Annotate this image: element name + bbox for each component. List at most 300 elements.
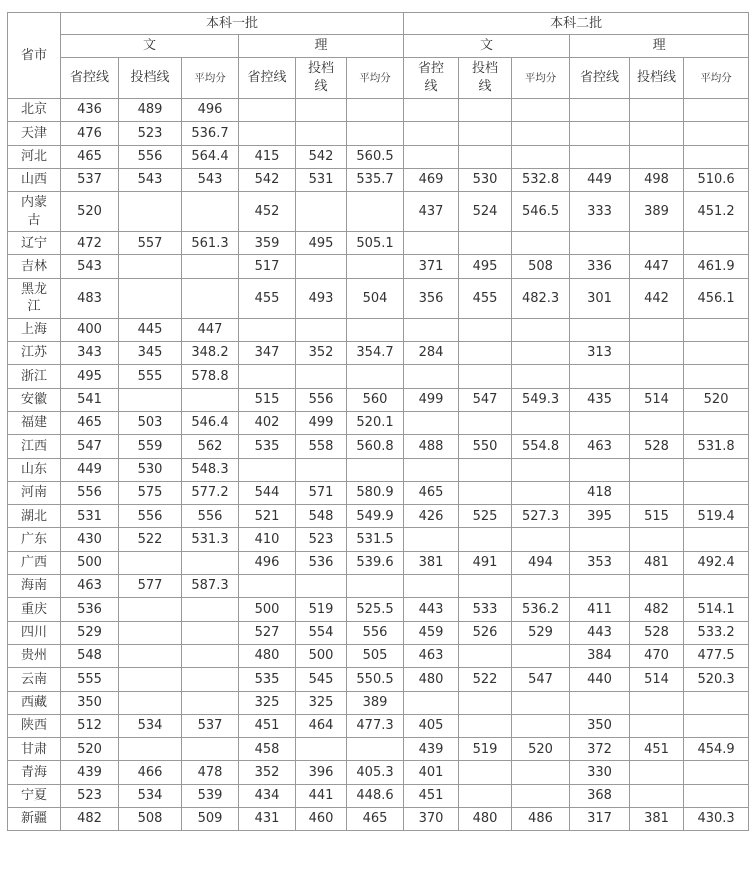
- province-cell: 吉林: [8, 255, 61, 278]
- score-cell: [459, 122, 512, 145]
- score-cell: 461.9: [684, 255, 749, 278]
- score-cell: 547: [512, 668, 570, 691]
- score-cell: 330: [570, 761, 630, 784]
- score-cell: 472: [61, 232, 119, 255]
- score-cell: 426: [404, 505, 459, 528]
- province-cell: 陕西: [8, 714, 61, 737]
- score-cell: 571: [296, 481, 347, 504]
- b2-arts-average-header: 平均分: [512, 58, 570, 99]
- score-cell: [459, 528, 512, 551]
- province-cell: 安徽: [8, 388, 61, 411]
- score-cell: [296, 365, 347, 388]
- score-cell: 317: [570, 808, 630, 831]
- table-row: [8, 192, 749, 232]
- score-cell: [296, 575, 347, 598]
- score-cell: [684, 145, 749, 168]
- batch2-header: 本科二批: [404, 13, 749, 35]
- province-cell: 内蒙 古: [8, 192, 61, 232]
- score-cell: [512, 411, 570, 434]
- b1-arts-filing-line-header: 投档线: [119, 58, 182, 99]
- province-cell: 湖北: [8, 505, 61, 528]
- score-cell: 531: [296, 168, 347, 191]
- score-cell: [459, 342, 512, 365]
- score-cell: [119, 255, 182, 278]
- score-cell: 505: [347, 644, 404, 667]
- score-cell: 482: [61, 808, 119, 831]
- score-cell: 343: [61, 342, 119, 365]
- score-cell: 548.3: [182, 458, 239, 481]
- score-cell: 454.9: [684, 738, 749, 761]
- score-cell: [182, 738, 239, 761]
- score-cell: 483: [61, 278, 119, 318]
- score-cell: 440: [570, 668, 630, 691]
- score-cell: 411: [570, 598, 630, 621]
- score-cell: 531.8: [684, 435, 749, 458]
- table-row: [8, 342, 749, 365]
- score-cell: [684, 122, 749, 145]
- table-row: [8, 481, 749, 504]
- province-cell: 河南: [8, 481, 61, 504]
- score-cell: 526: [459, 621, 512, 644]
- score-cell: [512, 122, 570, 145]
- score-cell: [630, 528, 684, 551]
- score-cell: 466: [119, 761, 182, 784]
- score-cell: 531: [61, 505, 119, 528]
- score-cell: [296, 99, 347, 122]
- score-cell: [459, 761, 512, 784]
- score-cell: [296, 122, 347, 145]
- province-cell: 山西: [8, 168, 61, 191]
- table-row: [8, 714, 749, 737]
- score-cell: 577.2: [182, 481, 239, 504]
- province-cell: 海南: [8, 575, 61, 598]
- score-cell: 496: [239, 551, 296, 574]
- table-row: [8, 528, 749, 551]
- score-cell: 410: [239, 528, 296, 551]
- score-cell: 564.4: [182, 145, 239, 168]
- score-cell: 482.3: [512, 278, 570, 318]
- score-cell: 530: [459, 168, 512, 191]
- score-cell: [684, 784, 749, 807]
- score-cell: [239, 122, 296, 145]
- score-cell: 519: [459, 738, 512, 761]
- table-row: [8, 621, 749, 644]
- score-cell: 430.3: [684, 808, 749, 831]
- province-cell: 江西: [8, 435, 61, 458]
- province-cell: 福建: [8, 411, 61, 434]
- score-cell: [347, 365, 404, 388]
- score-cell: 532.8: [512, 168, 570, 191]
- score-cell: 458: [239, 738, 296, 761]
- score-cell: 549.9: [347, 505, 404, 528]
- score-cell: 575: [119, 481, 182, 504]
- score-cell: [296, 255, 347, 278]
- score-cell: 371: [404, 255, 459, 278]
- score-cell: 549.3: [512, 388, 570, 411]
- score-cell: [404, 145, 459, 168]
- score-cell: 545: [296, 668, 347, 691]
- score-cell: 437: [404, 192, 459, 232]
- score-cell: [630, 714, 684, 737]
- score-cell: [630, 691, 684, 714]
- score-cell: 455: [459, 278, 512, 318]
- score-cell: 402: [239, 411, 296, 434]
- table-row: [8, 691, 749, 714]
- score-cell: 520: [512, 738, 570, 761]
- score-cell: 439: [61, 761, 119, 784]
- score-cell: 548: [296, 505, 347, 528]
- score-cell: 531.5: [347, 528, 404, 551]
- province-cell: 浙江: [8, 365, 61, 388]
- score-cell: 370: [404, 808, 459, 831]
- score-cell: [684, 761, 749, 784]
- score-cell: 536.7: [182, 122, 239, 145]
- score-cell: 418: [570, 481, 630, 504]
- score-cell: 546.5: [512, 192, 570, 232]
- b1-sci-average-header: 平均分: [347, 58, 404, 99]
- score-cell: 489: [119, 99, 182, 122]
- table-row: [8, 505, 749, 528]
- score-cell: [512, 458, 570, 481]
- score-cell: [182, 192, 239, 232]
- score-cell: 499: [296, 411, 347, 434]
- score-cell: [459, 575, 512, 598]
- score-cell: 543: [182, 168, 239, 191]
- score-cell: [459, 318, 512, 341]
- score-cell: 533.2: [684, 621, 749, 644]
- score-cell: 520.3: [684, 668, 749, 691]
- score-cell: 496: [182, 99, 239, 122]
- score-cell: 492.4: [684, 551, 749, 574]
- score-cell: 333: [570, 192, 630, 232]
- score-cell: 536: [296, 551, 347, 574]
- province-cell: 天津: [8, 122, 61, 145]
- score-cell: [459, 232, 512, 255]
- score-cell: 535.7: [347, 168, 404, 191]
- score-cell: [119, 668, 182, 691]
- score-cell: [512, 99, 570, 122]
- score-cell: 559: [119, 435, 182, 458]
- score-cell: 480: [239, 644, 296, 667]
- score-cell: [182, 598, 239, 621]
- score-cell: [404, 232, 459, 255]
- score-cell: 354.7: [347, 342, 404, 365]
- b2-arts-filing-line-header: 投档 线: [459, 58, 512, 99]
- score-cell: 523: [296, 528, 347, 551]
- score-cell: 560: [347, 388, 404, 411]
- score-cell: 350: [61, 691, 119, 714]
- score-cell: 527: [239, 621, 296, 644]
- table-row: [8, 122, 749, 145]
- score-cell: 465: [404, 481, 459, 504]
- score-cell: 476: [61, 122, 119, 145]
- score-cell: [684, 575, 749, 598]
- score-cell: [404, 365, 459, 388]
- score-cell: [239, 575, 296, 598]
- score-cell: 348.2: [182, 342, 239, 365]
- table-row: [8, 145, 749, 168]
- score-cell: 530: [119, 458, 182, 481]
- score-cell: 547: [459, 388, 512, 411]
- province-cell: 青海: [8, 761, 61, 784]
- score-cell: 488: [404, 435, 459, 458]
- score-cell: [570, 528, 630, 551]
- score-cell: 356: [404, 278, 459, 318]
- score-cell: 555: [61, 668, 119, 691]
- score-cell: [684, 342, 749, 365]
- score-cell: [570, 99, 630, 122]
- score-cell: 587.3: [182, 575, 239, 598]
- score-cell: [684, 411, 749, 434]
- score-cell: 477.3: [347, 714, 404, 737]
- score-cell: 514: [630, 388, 684, 411]
- score-cell: 301: [570, 278, 630, 318]
- b2-sci-average-header: 平均分: [684, 58, 749, 99]
- score-cell: 556: [182, 505, 239, 528]
- score-cell: [630, 122, 684, 145]
- score-cell: 445: [119, 318, 182, 341]
- score-cell: 470: [630, 644, 684, 667]
- score-cell: 441: [296, 784, 347, 807]
- score-cell: [119, 691, 182, 714]
- province-cell: 黑龙 江: [8, 278, 61, 318]
- score-cell: 452: [239, 192, 296, 232]
- score-cell: [347, 458, 404, 481]
- score-cell: [570, 145, 630, 168]
- batch1-science-header: 理: [239, 35, 404, 58]
- score-cell: 325: [239, 691, 296, 714]
- score-cell: [459, 481, 512, 504]
- score-cell: 537: [61, 168, 119, 191]
- province-cell: 山东: [8, 458, 61, 481]
- score-cell: [459, 99, 512, 122]
- table-row: [8, 458, 749, 481]
- score-cell: [684, 691, 749, 714]
- score-cell: 447: [630, 255, 684, 278]
- score-cell: 556: [347, 621, 404, 644]
- province-cell: 云南: [8, 668, 61, 691]
- score-cell: [512, 761, 570, 784]
- score-cell: 435: [570, 388, 630, 411]
- score-cell: 493: [296, 278, 347, 318]
- score-cell: [684, 458, 749, 481]
- score-cell: 463: [61, 575, 119, 598]
- score-cell: 345: [119, 342, 182, 365]
- score-cell: 447: [182, 318, 239, 341]
- score-cell: 389: [630, 192, 684, 232]
- score-cell: 442: [630, 278, 684, 318]
- score-cell: 451: [239, 714, 296, 737]
- score-cell: 531.3: [182, 528, 239, 551]
- table-row: [8, 575, 749, 598]
- score-cell: 436: [61, 99, 119, 122]
- score-cell: 434: [239, 784, 296, 807]
- table-row: [8, 598, 749, 621]
- score-cell: [570, 458, 630, 481]
- table-row: [8, 411, 749, 434]
- score-cell: 522: [459, 668, 512, 691]
- score-cell: 439: [404, 738, 459, 761]
- score-cell: 556: [119, 145, 182, 168]
- score-cell: 381: [630, 808, 684, 831]
- score-cell: 482: [630, 598, 684, 621]
- score-cell: [239, 318, 296, 341]
- score-cell: [296, 458, 347, 481]
- score-cell: [459, 411, 512, 434]
- province-cell: 广西: [8, 551, 61, 574]
- score-cell: 512: [61, 714, 119, 737]
- score-cell: 495: [296, 232, 347, 255]
- score-cell: [684, 714, 749, 737]
- b1-sci-control-line-header: 省控线: [239, 58, 296, 99]
- province-cell: 宁夏: [8, 784, 61, 807]
- score-cell: [630, 411, 684, 434]
- score-cell: [404, 318, 459, 341]
- score-cell: 544: [239, 481, 296, 504]
- score-cell: 508: [119, 808, 182, 831]
- score-cell: 514: [630, 668, 684, 691]
- score-cell: 543: [61, 255, 119, 278]
- province-cell: 河北: [8, 145, 61, 168]
- table-row: [8, 232, 749, 255]
- score-cell: 481: [630, 551, 684, 574]
- score-cell: 384: [570, 644, 630, 667]
- table-row: [8, 255, 749, 278]
- score-cell: 522: [119, 528, 182, 551]
- score-cell: [119, 388, 182, 411]
- score-cell: [512, 318, 570, 341]
- score-cell: [182, 691, 239, 714]
- score-cell: [404, 411, 459, 434]
- score-cell: [239, 365, 296, 388]
- score-cell: [404, 122, 459, 145]
- province-cell: 广东: [8, 528, 61, 551]
- score-cell: [684, 318, 749, 341]
- score-cell: 477.5: [684, 644, 749, 667]
- score-cell: [182, 668, 239, 691]
- score-cell: 523: [61, 784, 119, 807]
- b2-sci-filing-line-header: 投档线: [630, 58, 684, 99]
- score-cell: 495: [61, 365, 119, 388]
- score-cell: [512, 232, 570, 255]
- batch1-arts-header: 文: [61, 35, 239, 58]
- score-cell: [684, 481, 749, 504]
- table-row: [8, 168, 749, 191]
- score-cell: 463: [570, 435, 630, 458]
- score-cell: 451: [404, 784, 459, 807]
- score-cell: [630, 458, 684, 481]
- table-row: [8, 435, 749, 458]
- score-cell: 494: [512, 551, 570, 574]
- score-cell: 480: [459, 808, 512, 831]
- table-row: [8, 784, 749, 807]
- score-cell: [239, 458, 296, 481]
- score-cell: 460: [296, 808, 347, 831]
- score-cell: [684, 232, 749, 255]
- score-cell: 527.3: [512, 505, 570, 528]
- b1-arts-control-line-header: 省控线: [61, 58, 119, 99]
- score-cell: [347, 318, 404, 341]
- score-cell: 556: [296, 388, 347, 411]
- score-cell: 524: [459, 192, 512, 232]
- score-cell: 313: [570, 342, 630, 365]
- score-cell: [570, 575, 630, 598]
- score-cell: 405: [404, 714, 459, 737]
- score-cell: [119, 621, 182, 644]
- score-cell: 463: [404, 644, 459, 667]
- score-cell: 284: [404, 342, 459, 365]
- score-cell: 550.5: [347, 668, 404, 691]
- province-cell: 北京: [8, 99, 61, 122]
- score-cell: 368: [570, 784, 630, 807]
- score-cell: 546.4: [182, 411, 239, 434]
- score-cell: 395: [570, 505, 630, 528]
- score-cell: 465: [61, 411, 119, 434]
- score-cell: 580.9: [347, 481, 404, 504]
- score-cell: 547: [61, 435, 119, 458]
- batch2-science-header: 理: [570, 35, 749, 58]
- score-cell: [119, 278, 182, 318]
- batch2-arts-header: 文: [404, 35, 570, 58]
- score-cell: 500: [296, 644, 347, 667]
- score-cell: [347, 122, 404, 145]
- score-cell: [630, 481, 684, 504]
- table-row: [8, 99, 749, 122]
- score-cell: [570, 122, 630, 145]
- score-cell: 528: [630, 621, 684, 644]
- score-cell: 465: [347, 808, 404, 831]
- province-header: 省市: [8, 13, 61, 99]
- score-cell: 415: [239, 145, 296, 168]
- table-row: [8, 738, 749, 761]
- score-cell: 350: [570, 714, 630, 737]
- score-cell: [347, 255, 404, 278]
- score-cell: 500: [61, 551, 119, 574]
- score-cell: 515: [239, 388, 296, 411]
- score-cell: 555: [119, 365, 182, 388]
- score-cell: 430: [61, 528, 119, 551]
- score-cell: 520: [684, 388, 749, 411]
- score-cell: 541: [61, 388, 119, 411]
- score-cell: 449: [570, 168, 630, 191]
- score-cell: [119, 598, 182, 621]
- score-cell: [630, 784, 684, 807]
- score-cell: 443: [404, 598, 459, 621]
- score-cell: 381: [404, 551, 459, 574]
- table-row: [8, 388, 749, 411]
- province-cell: 新疆: [8, 808, 61, 831]
- score-cell: 560.8: [347, 435, 404, 458]
- score-cell: [570, 365, 630, 388]
- score-cell: 558: [296, 435, 347, 458]
- province-cell: 西藏: [8, 691, 61, 714]
- score-cell: 562: [182, 435, 239, 458]
- score-cell: 352: [296, 342, 347, 365]
- score-cell: 347: [239, 342, 296, 365]
- score-cell: 529: [512, 621, 570, 644]
- score-cell: [404, 528, 459, 551]
- score-cell: [459, 714, 512, 737]
- score-cell: 478: [182, 761, 239, 784]
- score-cell: 431: [239, 808, 296, 831]
- score-cell: [239, 99, 296, 122]
- score-cell: 400: [61, 318, 119, 341]
- score-cell: 359: [239, 232, 296, 255]
- score-cell: [570, 232, 630, 255]
- score-cell: 534: [119, 714, 182, 737]
- table-row: [8, 761, 749, 784]
- score-cell: [512, 145, 570, 168]
